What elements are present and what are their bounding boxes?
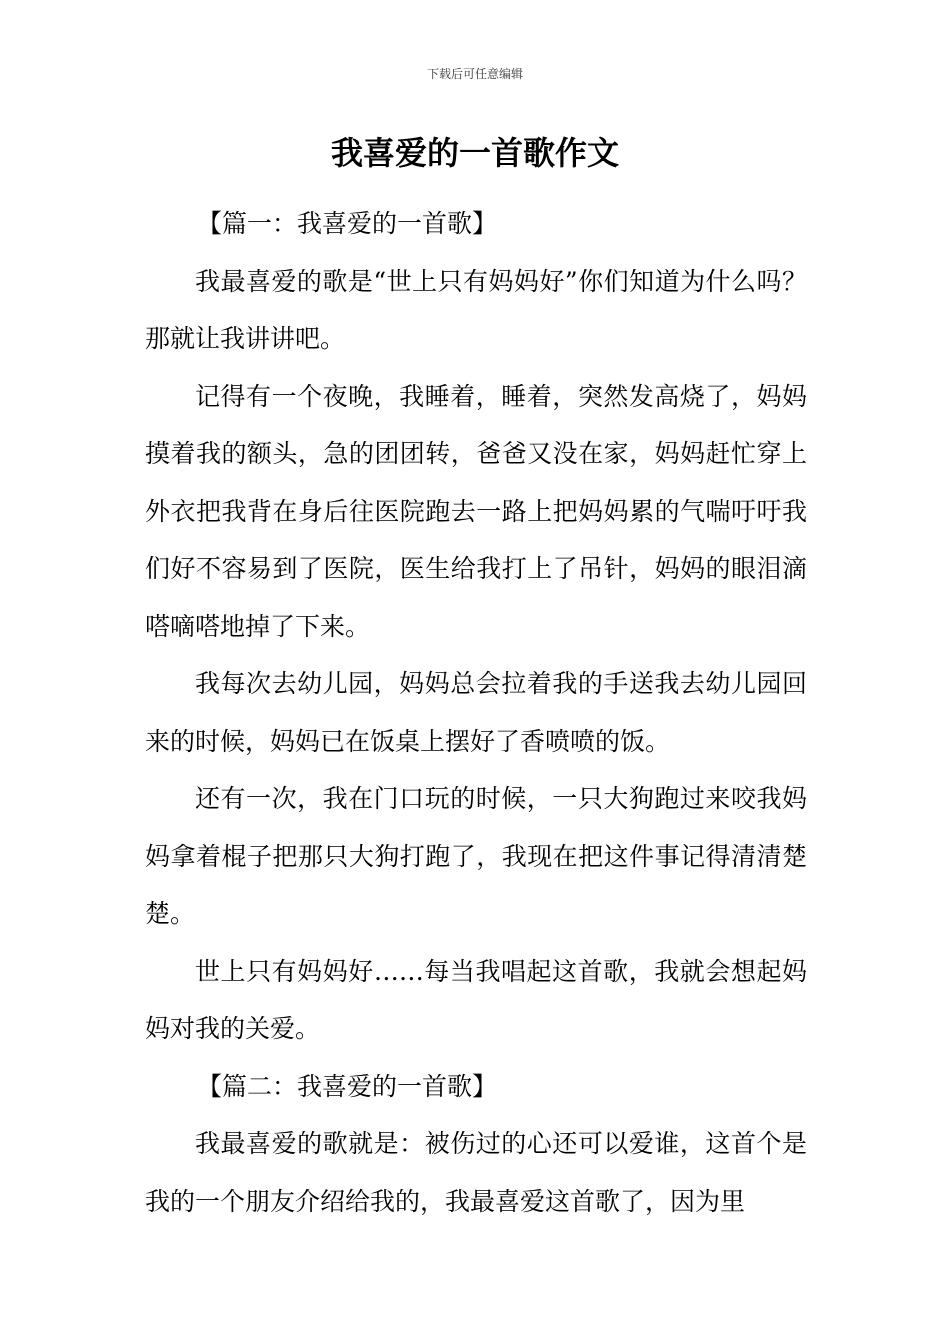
paragraph: 世上只有妈妈好……每当我唱起这首歌，我就会想起妈妈对我的关爱。 (145, 956, 807, 1043)
paragraph: 还有一次，我在门口玩的时候，一只大狗跑过来咬我妈妈拿着棍子把那只大狗打跑了，我现在把这件事记得清清楚楚。 (145, 784, 807, 928)
paragraph: 我最喜爱的歌是“世上只有妈妈好”你们知道为什么吗？那就让我讲讲吧。 (145, 266, 807, 353)
paragraph: 记得有一个夜晚，我睡着，睡着，突然发高烧了，妈妈摸着我的额头，急的团团转，爸爸又没在家，妈妈赶忙穿上外衣把我背在身后往医院跑去一路上把妈妈累的气喘吁吁我们好不容易到了医院，医生给我打上了吊针，妈妈的眼泪滴嗒嘀嗒地掉了下来。 (145, 381, 807, 641)
section-heading: 【篇一：我喜爱的一首歌】 (197, 209, 498, 238)
paragraph: 我最喜爱的歌就是：被伤过的心还可以爱谁，这首个是我的一个朋友介绍给我的，我最喜爱这首歌了，因为里 (145, 1129, 807, 1216)
paragraph: 我每次去幼儿园，妈妈总会拉着我的手送我去幼儿园回来的时候，妈妈已在饭桌上摆好了香喷喷的饭。 (145, 669, 807, 756)
section-heading: 【篇二：我喜爱的一首歌】 (197, 1071, 498, 1101)
section-2 (145, 1058, 807, 1231)
document-body (145, 195, 807, 1230)
section-1 (145, 195, 807, 1058)
page-header-note: 下载后可任意编辑 (426, 67, 523, 81)
document-title: 我喜爱的一首歌作文 (330, 134, 619, 172)
